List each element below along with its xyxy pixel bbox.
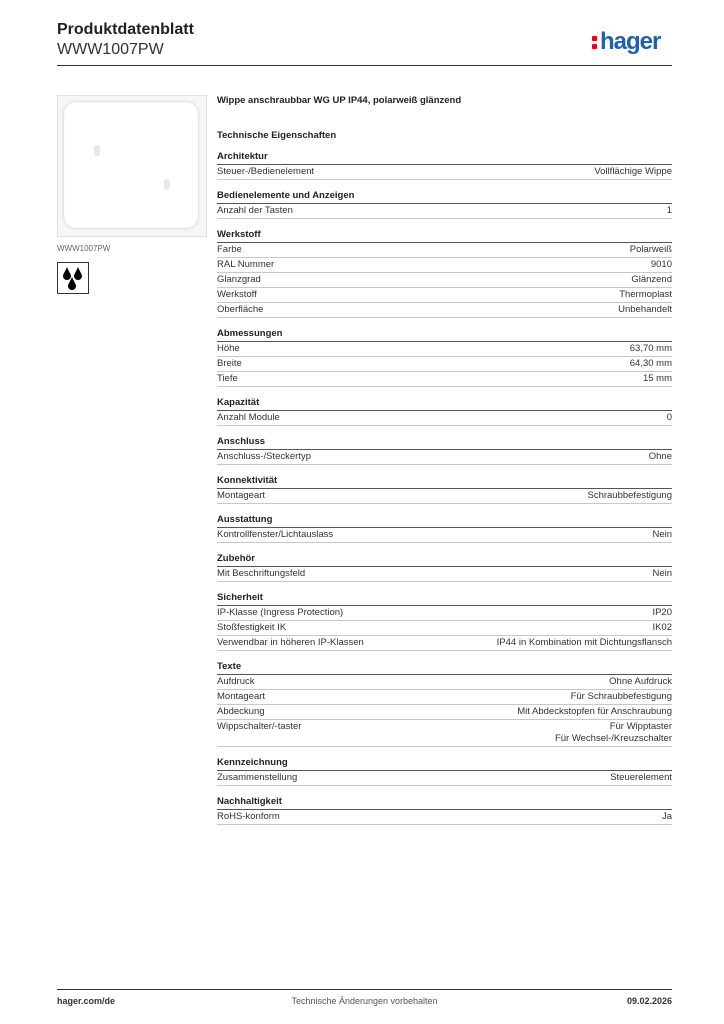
spec-value xyxy=(497,637,672,649)
section-title: Konnektivität xyxy=(217,475,672,489)
spec-row xyxy=(217,258,672,273)
spec-value xyxy=(571,691,672,703)
footer-date: 09.02.2026 xyxy=(626,996,672,1006)
screw-hole xyxy=(164,179,170,190)
spec-label: IP-Klasse (Ingress Protection) xyxy=(217,607,344,618)
spec-label: Werkstoff xyxy=(217,289,257,300)
spec-label: Anzahl der Tasten xyxy=(217,205,293,216)
spec-row xyxy=(217,342,672,357)
section-title: Kennzeichnung xyxy=(217,757,672,771)
spec-section xyxy=(217,514,672,543)
spec-row xyxy=(217,690,672,705)
spec-value-line: IP20 xyxy=(652,607,672,618)
spec-section xyxy=(217,757,672,786)
spec-value xyxy=(517,706,672,718)
spec-section xyxy=(217,229,672,318)
spec-row xyxy=(217,411,672,426)
spec-section xyxy=(217,151,672,180)
spec-label: Abdeckung xyxy=(217,706,265,717)
spec-row xyxy=(217,204,672,219)
spec-label: RAL Nummer xyxy=(217,259,275,270)
spec-label: Aufdruck xyxy=(217,676,255,687)
spec-value-line: 1 xyxy=(666,205,672,216)
spec-value-line: Ohne xyxy=(648,451,672,462)
spec-value-line: Für Wechsel-/Kreuzschalter xyxy=(554,733,672,744)
spec-label: Kontrollfenster/Lichtauslass xyxy=(217,529,334,540)
spec-row xyxy=(217,165,672,180)
spec-value-line: Ohne Aufdruck xyxy=(609,676,672,687)
spec-value xyxy=(630,244,672,256)
spec-value-line: Glänzend xyxy=(631,274,672,285)
logo-text: hager xyxy=(600,28,661,55)
spec-sections xyxy=(217,151,672,825)
footer-website[interactable]: hager.com/de xyxy=(57,996,116,1006)
spec-section xyxy=(217,190,672,219)
image-caption: WWW1007PW xyxy=(57,244,111,253)
spec-value-line: 64,30 mm xyxy=(629,358,672,369)
spec-value-line: 63,70 mm xyxy=(629,343,672,354)
spec-label: Montageart xyxy=(217,691,266,702)
tech-properties-title: Technische Eigenschaften xyxy=(217,130,337,141)
spec-label: Breite xyxy=(217,358,242,369)
spec-value xyxy=(667,205,672,217)
spec-label: Glanzgrad xyxy=(217,274,261,285)
document-title: Produktdatenblatt xyxy=(57,21,194,38)
spec-label: Montageart xyxy=(217,490,266,501)
section-title: Nachhaltigkeit xyxy=(217,796,672,810)
spec-row xyxy=(217,567,672,582)
spec-label: Zusammenstellung xyxy=(217,772,298,783)
spec-value xyxy=(643,373,672,385)
logo-dots-icon xyxy=(592,36,598,52)
screw-hole xyxy=(94,145,100,156)
spec-row xyxy=(217,771,672,786)
spec-row xyxy=(217,720,672,747)
spec-value-line: IK02 xyxy=(652,622,672,633)
spec-row xyxy=(217,636,672,651)
spec-value xyxy=(652,529,672,541)
spec-value xyxy=(630,358,672,370)
spec-value-line: 15 mm xyxy=(642,373,672,384)
section-title: Abmessungen xyxy=(217,328,672,342)
spec-content xyxy=(217,95,672,835)
spec-row xyxy=(217,606,672,621)
section-title: Sicherheit xyxy=(217,592,672,606)
product-code: WWW1007PW xyxy=(57,41,164,58)
spec-label: RoHS-konform xyxy=(217,811,280,822)
spec-row xyxy=(217,621,672,636)
spec-value-line: Für Schraubbefestigung xyxy=(570,691,672,702)
spec-section xyxy=(217,328,672,387)
spec-row xyxy=(217,273,672,288)
footer-divider xyxy=(57,989,672,990)
product-name: Wippe anschraubbar WG UP IP44, polarweiß glänzend xyxy=(217,95,462,106)
hager-logo xyxy=(592,27,674,57)
spec-label: Oberfläche xyxy=(217,304,264,315)
spec-value xyxy=(652,622,672,634)
spec-row xyxy=(217,528,672,543)
spec-value xyxy=(662,811,672,823)
spec-value-line: Thermoplast xyxy=(619,289,672,300)
spec-label: Mit Beschriftungsfeld xyxy=(217,568,306,579)
ip44-water-drops-icon xyxy=(57,262,89,294)
spec-value-line: 9010 xyxy=(650,259,672,270)
spec-row xyxy=(217,450,672,465)
spec-section xyxy=(217,592,672,651)
spec-value-line: Nein xyxy=(652,529,672,540)
spec-section xyxy=(217,796,672,825)
section-title: Werkstoff xyxy=(217,229,672,243)
spec-label: Anschluss-/Steckertyp xyxy=(217,451,311,462)
spec-value xyxy=(587,490,672,502)
spec-value xyxy=(630,343,672,355)
spec-row xyxy=(217,675,672,690)
spec-label: Tiefe xyxy=(217,373,238,384)
spec-value-line: IP44 in Kombination mit Dichtungsflansch xyxy=(496,637,672,648)
spec-section xyxy=(217,661,672,747)
spec-value-line: Polarweiß xyxy=(629,244,672,255)
spec-value xyxy=(594,166,672,178)
spec-label: Stoßfestigkeit IK xyxy=(217,622,287,633)
spec-value xyxy=(631,274,672,286)
spec-value-line: Für Wipptaster xyxy=(609,721,672,732)
spec-value xyxy=(609,676,672,688)
spec-label: Höhe xyxy=(217,343,240,354)
spec-value xyxy=(618,304,672,316)
spec-section xyxy=(217,475,672,504)
spec-section xyxy=(217,436,672,465)
spec-label: Anzahl Module xyxy=(217,412,280,423)
spec-row xyxy=(217,288,672,303)
spec-row xyxy=(217,303,672,318)
spec-section xyxy=(217,397,672,426)
spec-label: Wippschalter/-taster xyxy=(217,721,302,732)
spec-value xyxy=(651,259,672,271)
spec-value-line: Mit Abdeckstopfen für Anschraubung xyxy=(517,706,672,717)
section-title: Zubehör xyxy=(217,553,672,567)
spec-row xyxy=(217,372,672,387)
header-divider xyxy=(57,65,672,66)
section-title: Texte xyxy=(217,661,672,675)
spec-label: Steuer-/Bedienelement xyxy=(217,166,315,177)
spec-value xyxy=(649,451,672,463)
spec-row xyxy=(217,705,672,720)
spec-value-line: Unbehandelt xyxy=(618,304,672,315)
spec-value xyxy=(652,607,672,619)
spec-value xyxy=(619,289,672,301)
spec-value xyxy=(667,412,672,424)
section-title: Anschluss xyxy=(217,436,672,450)
section-title: Architektur xyxy=(217,151,672,165)
spec-value-line: Schraubbefestigung xyxy=(587,490,672,501)
spec-label: Verwendbar in höheren IP-Klassen xyxy=(217,637,364,648)
section-title: Kapazität xyxy=(217,397,672,411)
footer-note: Technische Änderungen vorbehalten xyxy=(291,996,438,1006)
spec-row xyxy=(217,243,672,258)
spec-value xyxy=(610,772,672,784)
spec-section xyxy=(217,553,672,582)
spec-label: Farbe xyxy=(217,244,242,255)
section-title: Bedienelemente und Anzeigen xyxy=(217,190,672,204)
spec-value-line: Vollflächige Wippe xyxy=(594,166,672,177)
spec-row xyxy=(217,810,672,825)
spec-value-line: 0 xyxy=(666,412,672,423)
spec-row xyxy=(217,489,672,504)
spec-value-line: Nein xyxy=(652,568,672,579)
spec-row xyxy=(217,357,672,372)
spec-value-line: Ja xyxy=(661,811,672,822)
section-title: Ausstattung xyxy=(217,514,672,528)
spec-value xyxy=(555,721,672,745)
rocker-switch-illustration xyxy=(64,102,198,228)
spec-value xyxy=(652,568,672,580)
document-header xyxy=(57,20,194,60)
product-image xyxy=(57,95,207,237)
spec-value-line: Steuerelement xyxy=(610,772,672,783)
